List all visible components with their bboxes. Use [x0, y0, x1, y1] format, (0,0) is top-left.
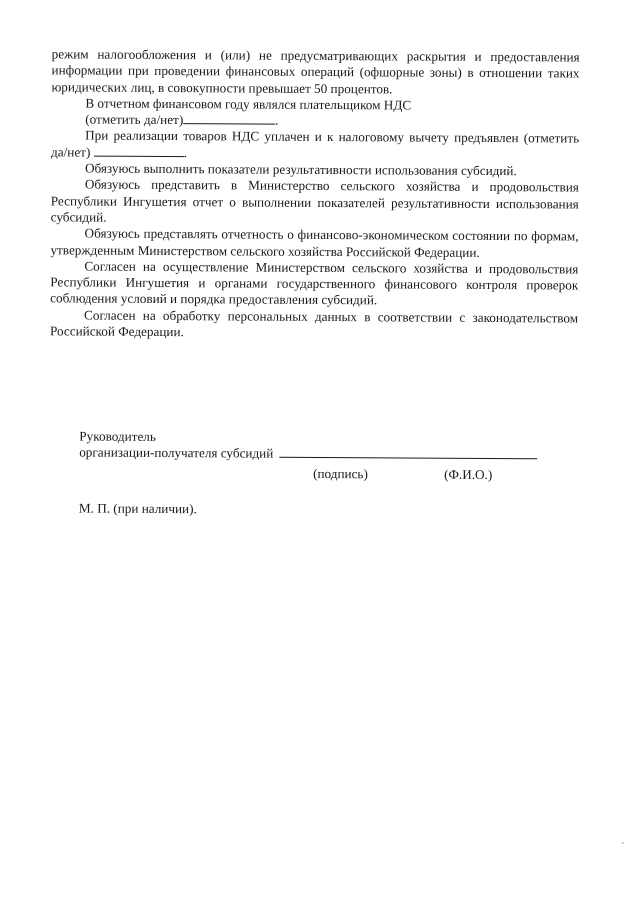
paragraph-inspection-consent: Согласен на осуществление Министерством сельского хозяйства и продовольствия Республики Ингушетия и органами государственного финансового контроля проверок соблюдения условий и порядка предоставления субсидий.	[50, 258, 579, 308]
vat-payer-answer-field[interactable]	[183, 112, 275, 125]
signature-block	[79, 428, 579, 464]
vat-deduction-period: .	[183, 144, 188, 160]
signature-field[interactable]	[279, 446, 537, 460]
vat-deduction-answer-field[interactable]	[94, 144, 184, 157]
scan-speck	[622, 842, 624, 844]
vat-deduction-text: При реализации товаров НДС уплачен и к налоговому вычету предъявлен (отметить да/нет)	[51, 128, 580, 160]
stamp-placeholder: М. П. (при наличии).	[78, 500, 197, 517]
signature-caption: (подпись)	[313, 465, 368, 482]
signatory-organization-label: организации-получателя субсидий	[79, 444, 274, 461]
paragraph-offshore-continuation: режим налогообложения и (или) не предусматривающих раскрытия и предоставления информации при проведении финансовых операций (офшорные зоны) в отношении таких юридических лиц, в совокупности превышает 50 процентов.	[51, 46, 580, 96]
paragraph-vat-deduction	[51, 128, 579, 164]
paragraph-personal-data-consent: Согласен на обработку персональных данных в соответствии с законодательством Российской Федерации.	[49, 307, 579, 340]
declaration-text	[50, 46, 580, 343]
signatory-title: Руководитель	[79, 428, 156, 444]
paragraph-performance-indicators: Обязуюсь выполнить показатели результативности использования субсидий.	[84, 160, 517, 179]
signature-captions	[313, 465, 553, 483]
signatory-organization-line	[79, 445, 579, 464]
vat-payer-period: .	[275, 112, 279, 128]
vat-payer-mark-label: (отметить да/нет)	[85, 111, 184, 128]
full-name-caption: (Ф.И.О.)	[444, 466, 493, 483]
paragraph-vat-payer: В отчетном финансовом году являлся плательщиком НДС	[85, 95, 412, 113]
paragraph-financial-reporting: Обязуюсь представлять отчетность о финансово-экономическом состоянии по формам, утвержденным Министерством сельского хозяйства Российской Федерации.	[50, 225, 579, 260]
paragraph-report-submission: Обязуюсь представить в Министерство сельского хозяйства и продовольствия Республики Ингушетия отчет о выполнении показателей результативности использования субсидий.	[50, 176, 579, 225]
